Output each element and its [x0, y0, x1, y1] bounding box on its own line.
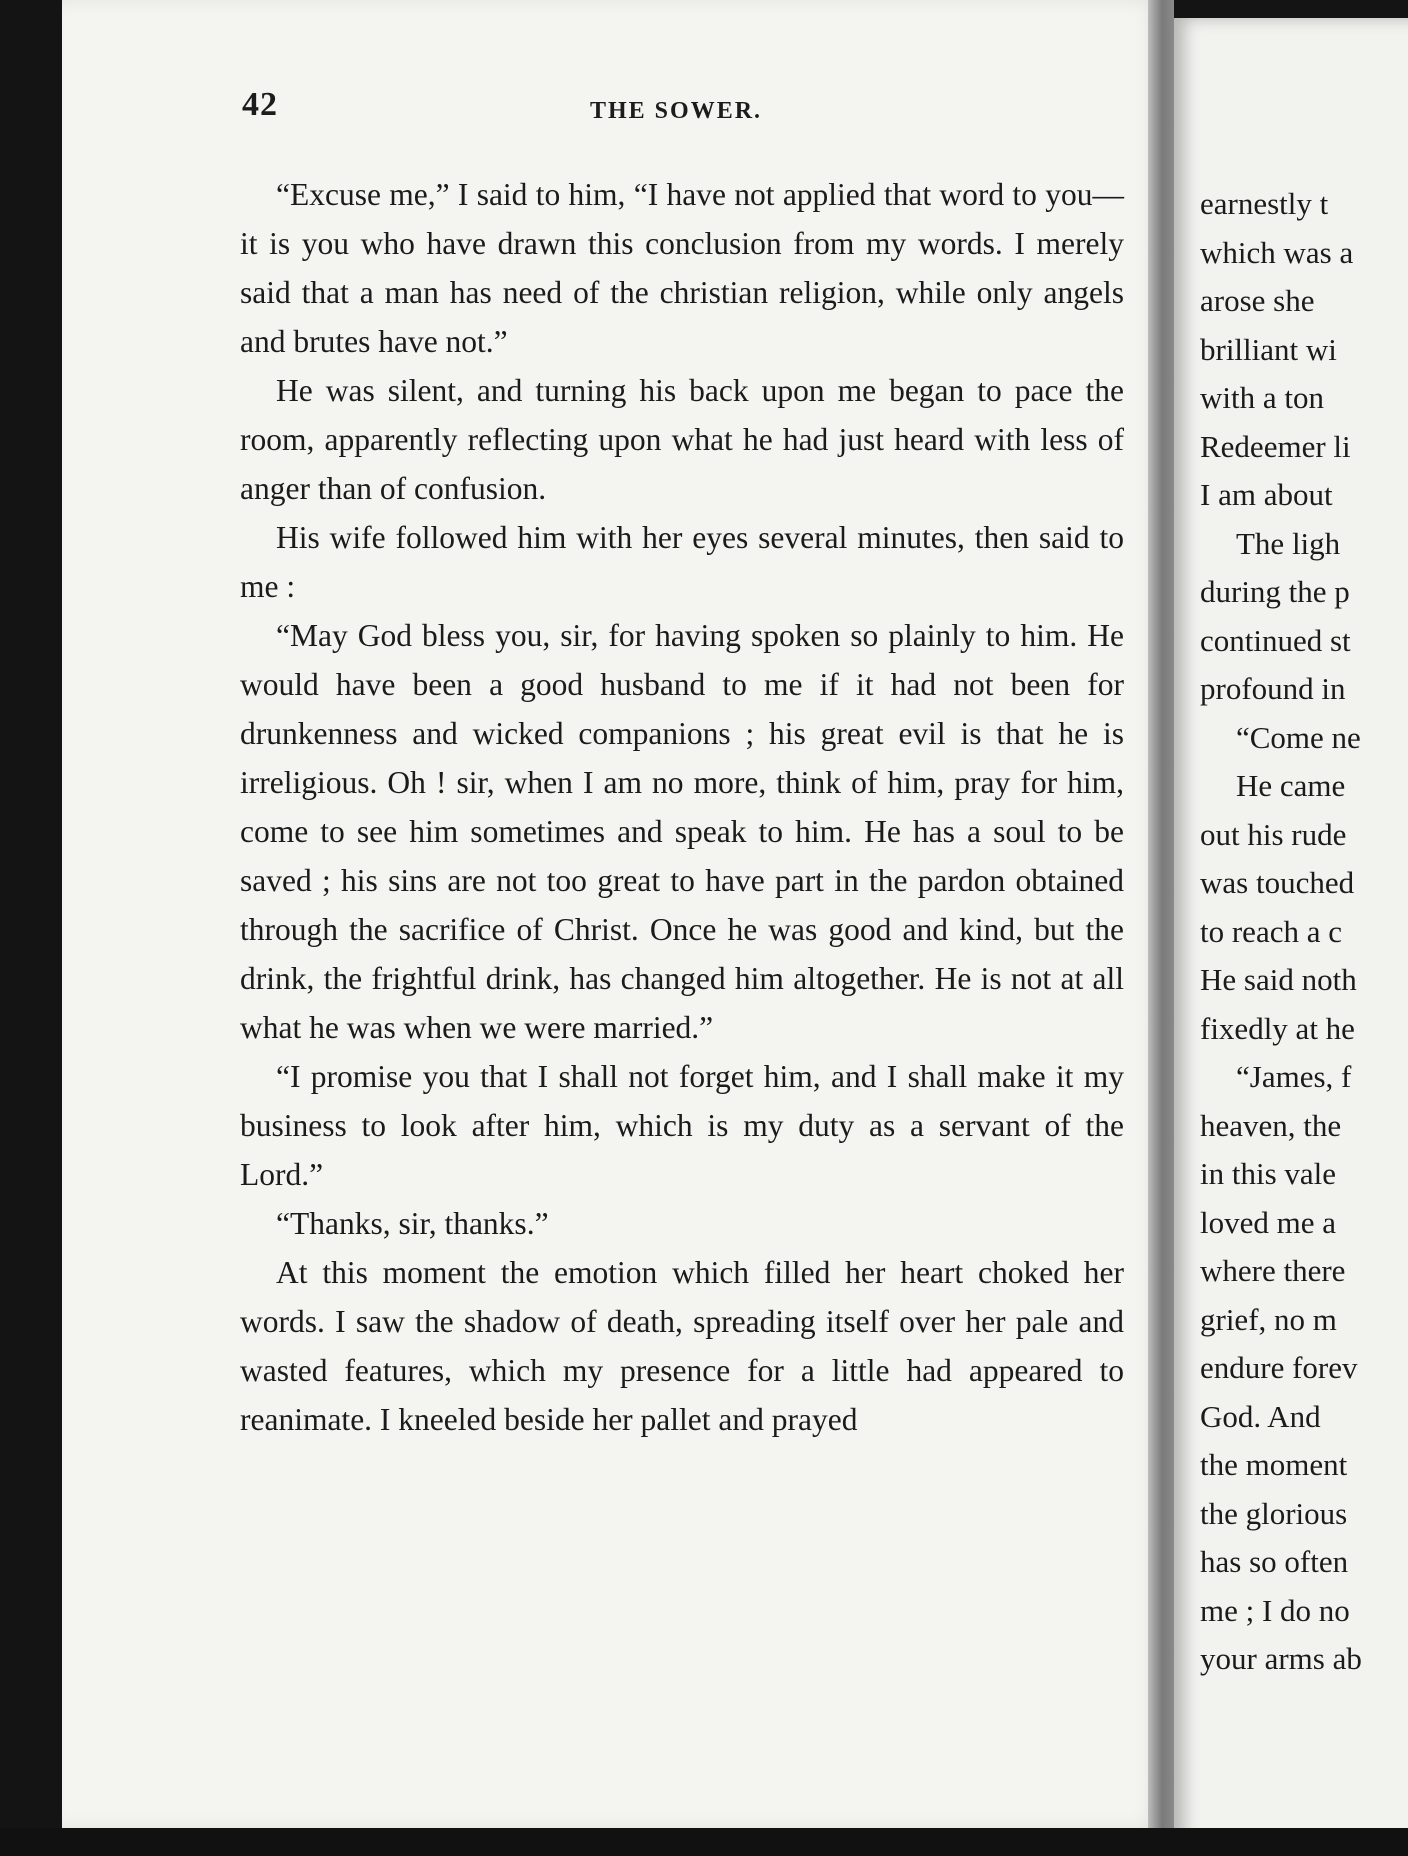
right-page-line: loved me a [1200, 1204, 1337, 1240]
right-page-line: grief, no m [1200, 1301, 1337, 1337]
right-page-line: Redeemer li [1200, 428, 1351, 464]
paragraph: “May God bless you, sir, for having spoken so plainly to him. He would have been a good husband to me if it had not been for drunkenness and wicked companions ; his great evil is that he is irreligious. Oh ! sir, when I am no more, think of him, pray for him, come to see him sometimes and speak to him. He has a soul to be saved ; his sins are not too great to have part in the pardon obtained through the sacrifice of Christ. Once he was good and kind, but the drink, the frightful drink, has changed him altogether. He is not at all what he was when we were married.” [240, 618, 1124, 1045]
book-gutter [1148, 0, 1174, 1828]
paragraph: “I promise you that I shall not forget him, and I shall make it my business to look after him, which is my duty as a servant of the Lord.” [240, 1059, 1124, 1192]
right-page-line: He came [1236, 768, 1346, 803]
right-page-line: I am about [1200, 477, 1333, 512]
left-page-body [240, 170, 1124, 1444]
right-page-line: me ; I do no [1200, 1592, 1350, 1628]
right-page-line: arose she [1200, 283, 1315, 318]
right-page-line: out his rude [1200, 816, 1347, 852]
page-number: 42 [242, 86, 278, 123]
scan-border [0, 1828, 1408, 1856]
right-page-line: was touched [1200, 865, 1355, 900]
right-page-line: endure forev [1200, 1350, 1358, 1385]
running-head: THE SOWER. [590, 98, 763, 124]
right-page-line: which was a [1200, 234, 1354, 270]
right-page-line: during the p [1200, 574, 1350, 609]
paragraph: “Excuse me,” I said to him, “I have not applied that word to you—it is you who have drawn this conclusion from my words. I merely said that a man has need of the christian religion, while only angels and brutes have not.” [240, 177, 1124, 359]
paragraph: He was silent, and turning his back upon me began to pace the room, apparently reflecting upon what he had just heard with less of anger than of confusion. [240, 373, 1124, 506]
right-page-line: has so often [1200, 1544, 1349, 1579]
right-page-line: where there [1200, 1253, 1346, 1288]
right-page-line: to reach a c [1200, 913, 1342, 949]
paragraph: His wife followed him with her eyes several minutes, then said to me : [240, 520, 1124, 604]
right-page-line: fixedly at he [1200, 1010, 1355, 1046]
right-page-line: earnestly t [1200, 186, 1329, 221]
paragraph: “Thanks, sir, thanks.” [276, 1206, 549, 1241]
right-page-line: in this vale [1200, 1156, 1337, 1191]
paragraph: At this moment the emotion which filled her heart choked her words. I saw the shadow of death, spreading itself over her pale and wasted features, which my presence for a little had appeared to reanimate. I kneeled beside her pallet and prayed [240, 1255, 1124, 1437]
right-page-line: your arms ab [1200, 1641, 1362, 1676]
right-page-line: profound in [1200, 671, 1346, 706]
right-page-line: brilliant wi [1200, 331, 1337, 367]
right-page-line: “Come ne [1236, 719, 1361, 755]
right-page-line: God. And [1200, 1398, 1321, 1434]
right-page-line: the moment [1200, 1447, 1348, 1482]
right-page-line: The ligh [1236, 525, 1341, 561]
right-page-line: the glorious [1200, 1495, 1348, 1531]
right-page-line: “James, f [1236, 1059, 1352, 1094]
right-page-line: He said noth [1200, 962, 1357, 997]
right-page-line: continued st [1200, 622, 1351, 658]
right-page-line: with a ton [1200, 380, 1324, 415]
right-page-body [1200, 180, 1408, 1684]
right-page-line: heaven, the [1200, 1107, 1342, 1143]
